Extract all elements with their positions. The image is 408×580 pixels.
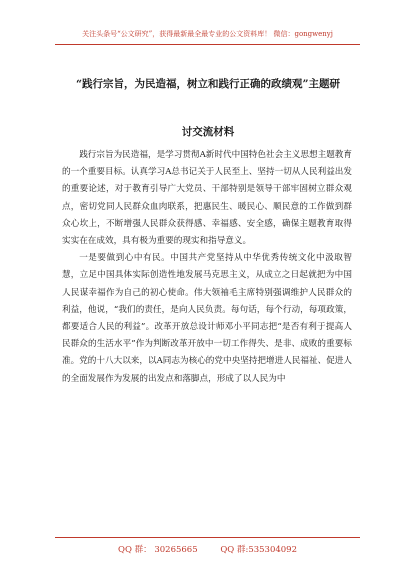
document-body (62, 147, 352, 388)
document-title: “践行宗旨，为民造福，树立和践行正确的政绩观”主题研 (75, 78, 341, 90)
footer-contacts (55, 543, 360, 555)
header-banner: 关注头条号“公文研究”，获得最新最全最专业的公文资料库！ 微信：gongwenyj (82, 30, 333, 38)
document-title-continued: 讨交流材料 (181, 126, 235, 138)
footer-qq-group-2: QQ 群:535304092 (220, 545, 297, 555)
paragraph-point-one: 一是要做到心中有民。中国共产党坚持从中华优秀传统文化中汲取智慧，立足中国具体实际创造性地发展马克思主义，从成立之日起就把为中国人民谋幸福作为自己的初心使命。伟大领袖毛主席特别强调维护人民群众的利益，他说，“我们的责任，是向人民负责。每句话，每个行动，每项政策，都要适合人民的利益”。改革开放总设计师邓小平同志把“是否有利于提高人民群众的生活水平”作为判断改革开放中一切工作得失、是非、成败的重要标准。党的十八大以来，以A同志为核心的党中央坚持把增进人民福祉、促进人的全面发展作为发展的出发点和落脚点，形成了以人民为中 (62, 253, 352, 384)
footer-divider (55, 537, 360, 538)
footer-qq-group-1: QQ 群： 30265665 (118, 545, 198, 555)
paragraph-intro: 践行宗旨为民造福，是学习贯彻A新时代中国特色社会主义思想主题教育的一个重要目标。认真学习A总书记关于人民至上、坚持一切从人民利益出发的重要论述，对于教育引导广大党员、干部特别是领导干部牢固树立群众观点，密切党同人民群众血肉联系，把惠民生、暖民心、顺民意的工作做到群众心坎上，不断增强人民群众获得感、幸福感、安全感，确保主题教育取得实实在在成效，具有极为重要的现实和指导意义。 (62, 150, 352, 247)
header-divider (55, 44, 360, 45)
